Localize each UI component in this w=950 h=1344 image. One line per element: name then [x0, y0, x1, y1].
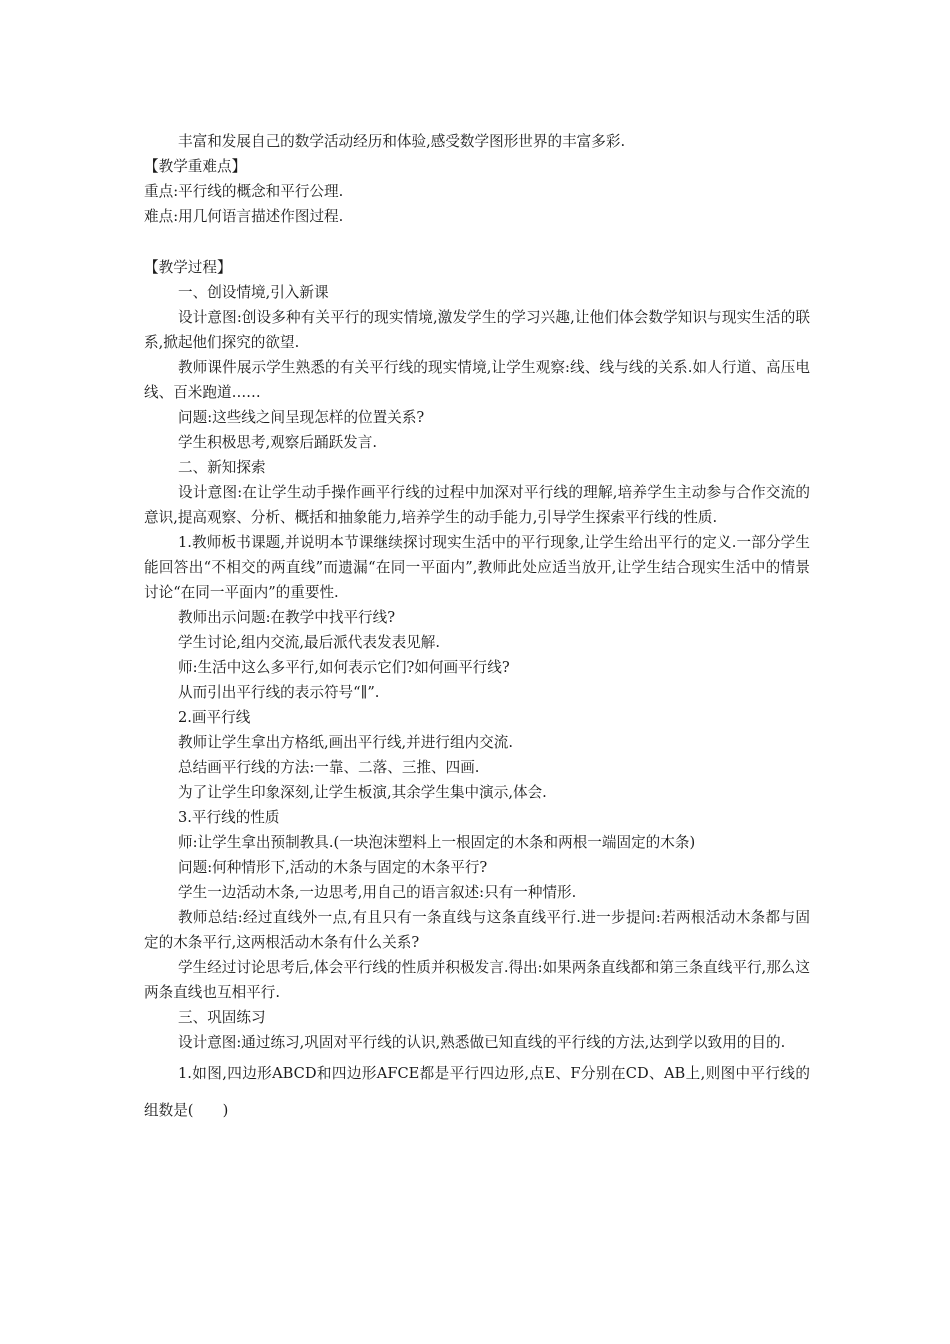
focus-line: 重点:平行线的概念和平行公理.	[144, 183, 344, 200]
section-1-title: 一、创设情境,引入新课	[178, 284, 329, 301]
section-2-intent: 设计意图:在让学生动手操作画平行线的过程中加深对平行线的理解,培养学生主动参与合作交流的意识,提高观察、分析、概括和抽象能力,培养学生的动手能力,引导学生探索平行线的性质.	[144, 484, 810, 526]
section-2-paragraph-1: 1.教师板书课题,并说明本节课继续探讨现实生活中的平行现象,让学生给出平行的定义.一部分学生能回答出“不相交的两直线”而遗漏“在同一平面内”,教师此处应适当放开,让学生结合现实生活中的情景讨论“在同一平面内”的重要性.	[144, 534, 810, 601]
exercise-question-1: 1.如图,四边形ABCD和四边形AFCE都是平行四边形,点E、F分别在CD、AB上,则图中平行线的组数是( )	[144, 1065, 810, 1119]
section-2-paragraph-10: 3.平行线的性质	[178, 809, 280, 826]
intro-continuation: 丰富和发展自己的数学活动经历和体验,感受数学图形世界的丰富多彩.	[178, 133, 626, 150]
section-1-show: 教师课件展示学生熟悉的有关平行线的现实情境,让学生观察:线、线与线的关系.如人行道、高压电线、百米跑道……	[144, 359, 810, 401]
key-points-heading: 【教学重难点】	[144, 158, 247, 175]
section-1-question: 问题:这些线之间呈现怎样的位置关系?	[178, 409, 425, 426]
section-2-paragraph-2: 教师出示问题:在教学中找平行线?	[178, 609, 396, 626]
difficulty-line: 难点:用几何语言描述作图过程.	[144, 208, 344, 225]
section-2-paragraph-5: 从而引出平行线的表示符号“∥”.	[178, 684, 380, 701]
section-2-paragraph-4: 师:生活中这么多平行,如何表示它们?如何画平行线?	[178, 659, 510, 676]
section-3-title: 三、巩固练习	[178, 1009, 266, 1026]
lesson-plan-body	[144, 129, 810, 1129]
section-2-paragraph-3: 学生讨论,组内交流,最后派代表发表见解.	[178, 634, 441, 651]
section-2-paragraph-6: 2.画平行线	[178, 709, 251, 726]
section-2-paragraph-8: 总结画平行线的方法:一靠、二落、三推、四画.	[178, 759, 480, 776]
spacer	[144, 229, 810, 255]
section-3-intent: 设计意图:通过练习,巩固对平行线的认识,熟悉做已知直线的平行线的方法,达到学以致用的目的.	[178, 1034, 786, 1051]
section-2-paragraph-14: 教师总结:经过直线外一点,有且只有一条直线与这条直线平行.进一步提问:若两根活动木条都与固定的木条平行,这两根活动木条有什么关系?	[144, 909, 810, 951]
section-2-paragraph-13: 学生一边活动木条,一边思考,用自己的语言叙述:只有一种情形.	[178, 884, 577, 901]
section-1-response: 学生积极思考,观察后踊跃发言.	[178, 434, 377, 451]
section-2-paragraph-9: 为了让学生印象深刻,让学生板演,其余学生集中演示,体会.	[178, 784, 547, 801]
section-2-title: 二、新知探索	[178, 459, 266, 476]
section-2-paragraph-7: 教师让学生拿出方格纸,画出平行线,并进行组内交流.	[178, 734, 513, 751]
section-2-paragraph-12: 问题:何种情形下,活动的木条与固定的木条平行?	[178, 859, 488, 876]
section-2-paragraph-15: 学生经过讨论思考后,体会平行线的性质并积极发言.得出:如果两条直线都和第三条直线平行,那么这两条直线也互相平行.	[144, 959, 810, 1001]
section-2-paragraph-11: 师:让学生拿出预制教具.(一块泡沫塑料上一根固定的木条和两根一端固定的木条)	[178, 834, 696, 851]
process-heading: 【教学过程】	[144, 259, 232, 276]
section-1-intent: 设计意图:创设多种有关平行的现实情境,激发学生的学习兴趣,让他们体会数学知识与现实生活的联系,掀起他们探究的欲望.	[144, 309, 810, 351]
